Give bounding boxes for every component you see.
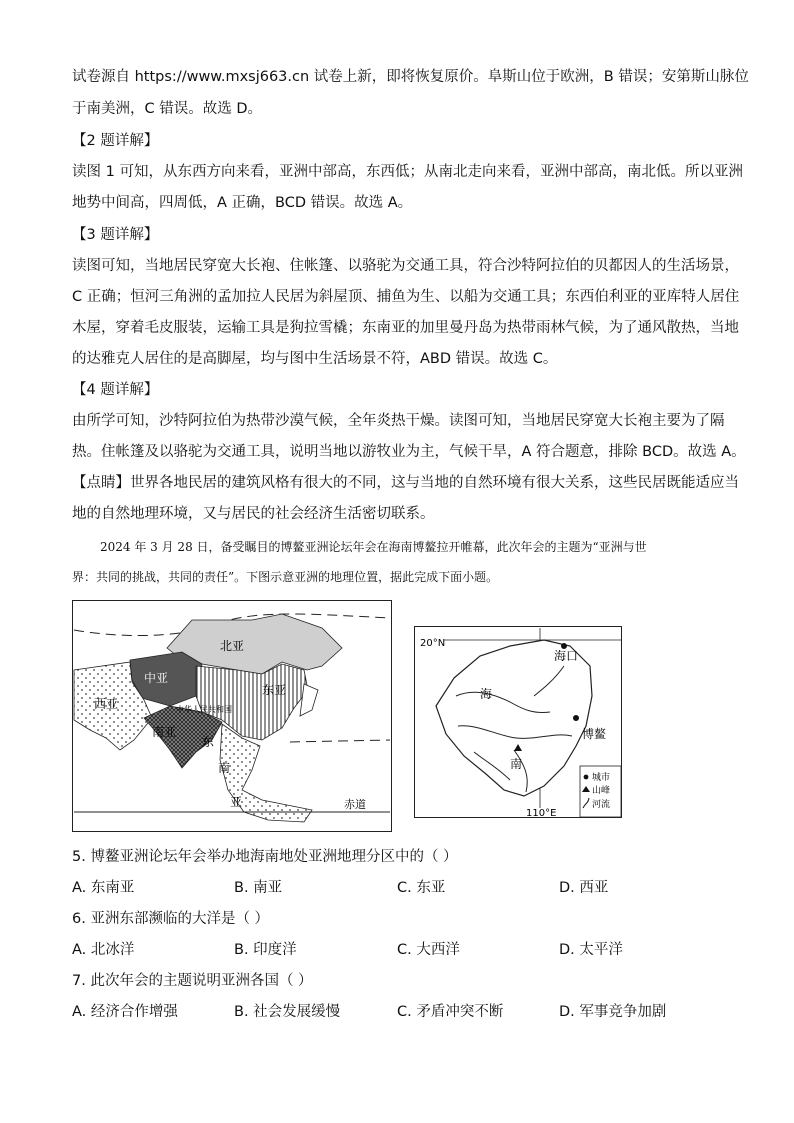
section-heading: 【4 题详解】: [72, 382, 159, 398]
option-d[interactable]: D. 军事竞争加剧: [559, 1004, 667, 1020]
region-label: 东亚: [262, 683, 287, 697]
text-line: 试卷源自 https://www.mxsj663.cn 试卷上新，即将恢复原价。阜斯山位于欧洲，B 错误；安第斯山脉位: [72, 69, 749, 85]
option-d[interactable]: D. 西亚: [559, 880, 609, 896]
option-b[interactable]: B. 印度洋: [234, 942, 297, 958]
text-line: 于南美洲，C 错误。故选 D。: [72, 101, 263, 117]
legend-city-symbol: [584, 775, 589, 780]
text-line: 地势中间高，四周低，A 正确，BCD 错误。故选 A。: [72, 195, 413, 211]
text-line: 热。住帐篷及以骆驼为交通工具，说明当地以游牧业为主，气候干旱，A 符合题意，排除 BCD。故选 A。: [72, 444, 746, 460]
region-label: 北亚: [220, 639, 245, 653]
text-line: 的达雅克人居住的是高脚屋，均与图中生活场景不符，ABD 错误。故选 C。: [72, 351, 558, 367]
option-c[interactable]: C. 大西洋: [397, 942, 460, 958]
option-c[interactable]: C. 东亚: [397, 880, 446, 896]
text-line: 读图 1 可知，从东西方向来看，亚洲中部高，东西低；从南北走向来看，亚洲中部高，南北低。所以亚洲: [72, 164, 743, 180]
city-boao-marker: [573, 715, 579, 721]
latitude-label: 20°N: [420, 638, 446, 649]
region-label: 南: [218, 761, 231, 775]
text-line: 地的自然地理环境，又与居民的社会经济生活密切联系。: [72, 506, 435, 522]
region-label: 西亚: [94, 697, 119, 711]
city-label: 博鳌: [582, 727, 607, 741]
section-heading: 【3 题详解】: [72, 227, 159, 243]
intro-line: 2024 年 3 月 28 日，备受瞩目的博鳌亚洲论坛年会在海南博鳌拉开帷幕，此次年会的主题为“亚洲与世: [100, 540, 647, 554]
region-label: 亚: [230, 795, 243, 809]
question-stem: 5. 博鳌亚洲论坛年会举办地海南地处亚洲地理分区中的（ ）: [72, 849, 458, 865]
option-d[interactable]: D. 太平洋: [559, 942, 623, 958]
legend-label: 河流: [592, 800, 611, 810]
region-label: 中亚: [144, 671, 169, 685]
option-b[interactable]: B. 社会发展缓慢: [234, 1004, 341, 1020]
legend-label: 城市: [592, 773, 611, 783]
region-label: 东: [202, 735, 215, 749]
section-heading: 【2 题详解】: [72, 133, 159, 149]
option-a[interactable]: A. 东南亚: [72, 880, 135, 896]
longitude-label: 110°E: [526, 808, 557, 818]
city-label: 海口: [554, 649, 579, 663]
text-line: 读图可知，当地居民穿宽大长袍、住帐篷、以骆驼为交通工具，符合沙特阿拉伯的贝都因人的生活场景，: [72, 258, 739, 274]
option-a[interactable]: A. 经济合作增强: [72, 1004, 178, 1020]
region-label: 南亚: [152, 725, 177, 739]
option-a[interactable]: A. 北冰洋: [72, 942, 135, 958]
question-stem: 6. 亚洲东部濒临的大洋是（ ）: [72, 911, 270, 927]
option-c[interactable]: C. 矛盾冲突不断: [397, 1004, 504, 1020]
text-line: C 正确；恒河三角洲的孟加拉人民居为斜屋顶、捕鱼为生、以船为交通工具；东西伯利亚的亚库特人居住: [72, 289, 740, 305]
text-line: 由所学可知，沙特阿拉伯为热带沙漠气候，全年炎热干燥。读图可知，当地居民穿宽大长袍主要为了隔: [72, 413, 725, 429]
text-line: 【点睛】世界各地民居的建筑风格有很大的不同，这与当地的自然环境有很大关系，这些民居既能适应当: [72, 475, 739, 491]
equator-label: 赤道: [344, 798, 366, 811]
country-label: 中华人民共和国: [176, 705, 232, 714]
hainan-map: [414, 626, 622, 818]
asia-map: [72, 600, 392, 832]
island-label: 南: [510, 757, 523, 771]
option-b[interactable]: B. 南亚: [234, 880, 283, 896]
intro-line: 界：共同的挑战，共同的责任”。下图示意亚洲的地理位置，据此完成下面小题。: [72, 570, 499, 584]
text-line: 木屋，穿着毛皮服装，运输工具是狗拉雪橇；东南亚的加里曼丹岛为热带雨林气候，为了通风散热，当地: [72, 320, 739, 336]
island-label: 海: [480, 687, 493, 701]
legend-label: 山峰: [592, 786, 611, 796]
question-stem: 7. 此次年会的主题说明亚洲各国（ ）: [72, 973, 313, 989]
